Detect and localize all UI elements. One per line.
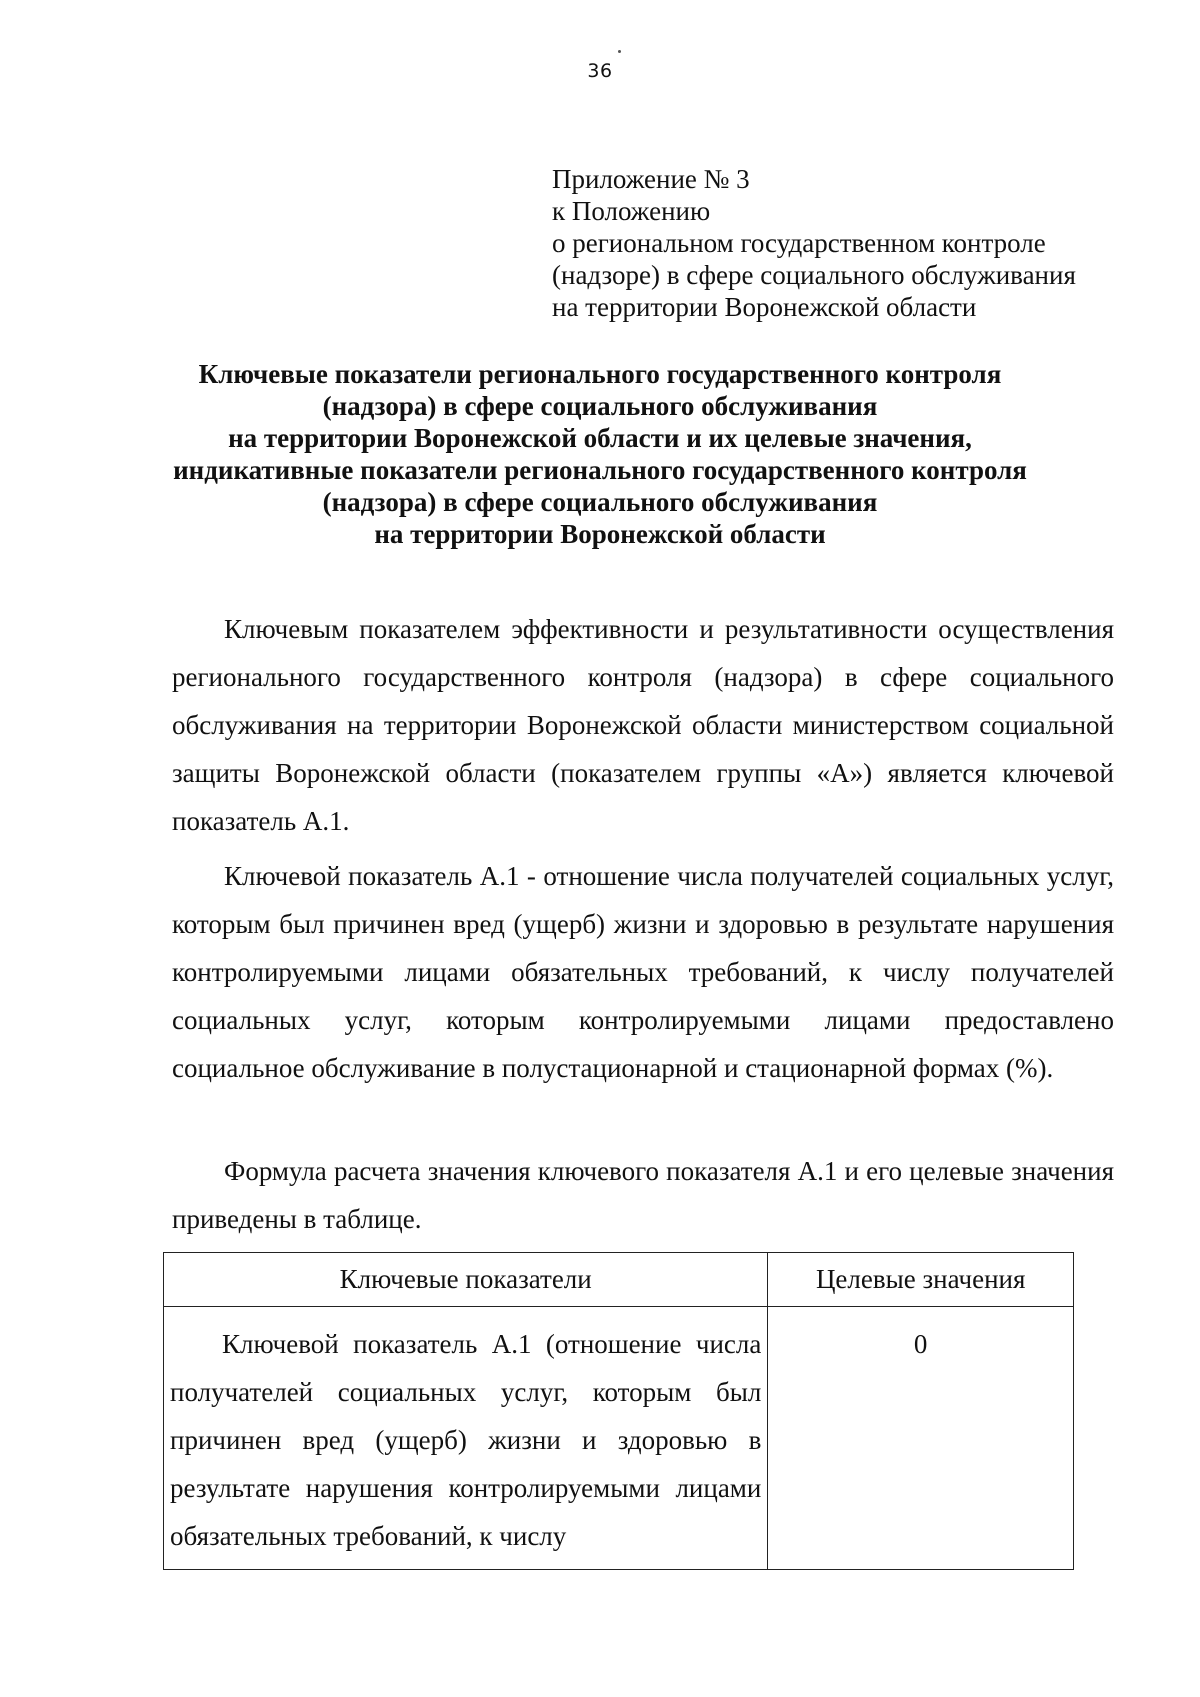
paragraph-key-indicator: Ключевым показателем эффективности и результативности осуществления регионального государственного контроля (надзора) в сфере социального обслуживания на территории Воронежской области министерством социальной защиты Воронежской области (показателем группы «А») является ключевой показатель А.1.: [172, 614, 1114, 836]
appendix-line: о региональном государственном контроле: [552, 228, 1046, 258]
appendix-line: на территории Воронежской области: [552, 292, 977, 322]
heading-line: на территории Воронежской области: [374, 519, 826, 549]
heading-line: на территории Воронежской области и их целевые значения,: [228, 423, 972, 453]
paragraph-formula-reference: Формула расчета значения ключевого показателя А.1 и его целевые значения приведены в таблице.: [172, 1156, 1114, 1234]
heading-line: (надзора) в сфере социального обслуживания: [322, 391, 878, 421]
column-header-indicators: Ключевые показатели: [164, 1253, 768, 1307]
indicator-text: Ключевой показатель А.1 (отношение числа получателей социальных услуг, которым был причинен вред (ущерб) жизни и здоровью в результате нарушения контролируемыми лицами обязательных требований, к числу: [170, 1329, 762, 1551]
table-row: [164, 1307, 1074, 1570]
column-header-targets: Целевые значения: [768, 1253, 1074, 1307]
indicator-cell: [164, 1307, 768, 1570]
table-header-row: [164, 1253, 1074, 1307]
document-heading: [100, 358, 1100, 550]
appendix-line: Приложение № 3: [552, 164, 750, 194]
heading-line: Ключевые показатели регионального государственного контроля: [198, 359, 1002, 389]
page-number: 36: [587, 60, 613, 82]
scan-mark: [618, 50, 621, 53]
target-cell: [768, 1307, 1074, 1570]
heading-line: индикативные показатели регионального государственного контроля: [173, 455, 1027, 485]
indicators-table: [163, 1252, 1074, 1570]
heading-line: (надзора) в сфере социального обслуживания: [322, 487, 878, 517]
target-value: 0: [913, 1329, 928, 1359]
appendix-line: к Положению: [552, 196, 711, 226]
paragraph-indicator-definition: Ключевой показатель А.1 - отношение числа получателей социальных услуг, которым был причинен вред (ущерб) жизни и здоровью в результате нарушения контролируемыми лицами обязательных требований, к числу получателей социальных услуг, которым контролируемыми лицами предоставлено социальное обслуживание в полустационарной и стационарной формах (%).: [172, 861, 1114, 1083]
appendix-block: [552, 163, 1076, 323]
appendix-line: (надзоре) в сфере социального обслуживания: [552, 260, 1076, 290]
